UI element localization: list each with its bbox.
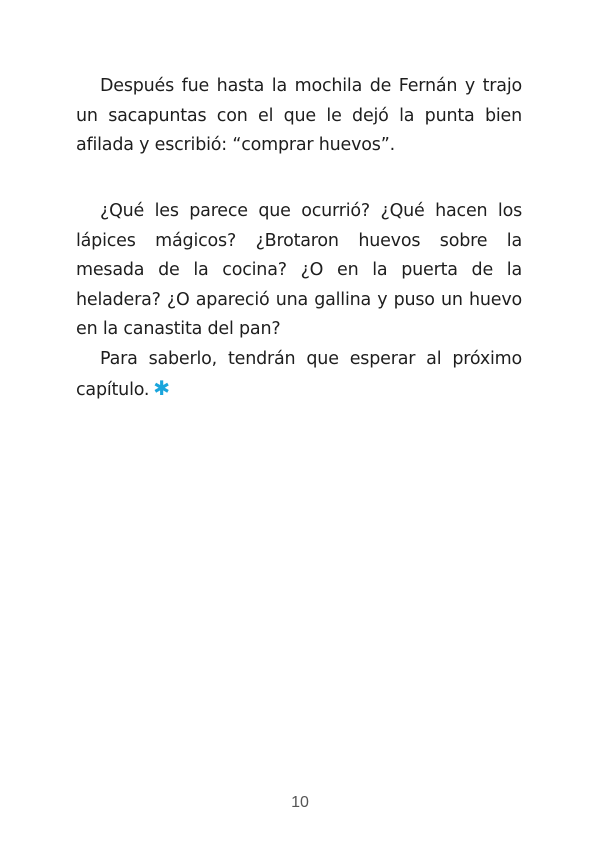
text-block-top [76, 72, 522, 161]
paragraph-3 [76, 345, 522, 406]
page-number: 10 [291, 794, 309, 811]
paragraph-2: ¿Qué les parece que ocurrió? ¿Qué hacen los lápices mágicos? ¿Brotaron huevos sobre la mesada de la cocina? ¿O en la puerta de la heladera? ¿O apareció una gallina y puso un huevo en la canastita del pan? [76, 201, 522, 339]
paragraph-3-text: Para saberlo, tendrán que esperar al próximo capítulo. [76, 348, 522, 400]
paragraph-1: Después fue hasta la mochila de Fernán y trajo un sacapuntas con el que le dejó la punta bien afilada y escribió: “comprar huevos”. [76, 76, 522, 155]
text-block-bottom [76, 197, 522, 406]
asterisk-end-icon: ✱ [153, 376, 170, 400]
